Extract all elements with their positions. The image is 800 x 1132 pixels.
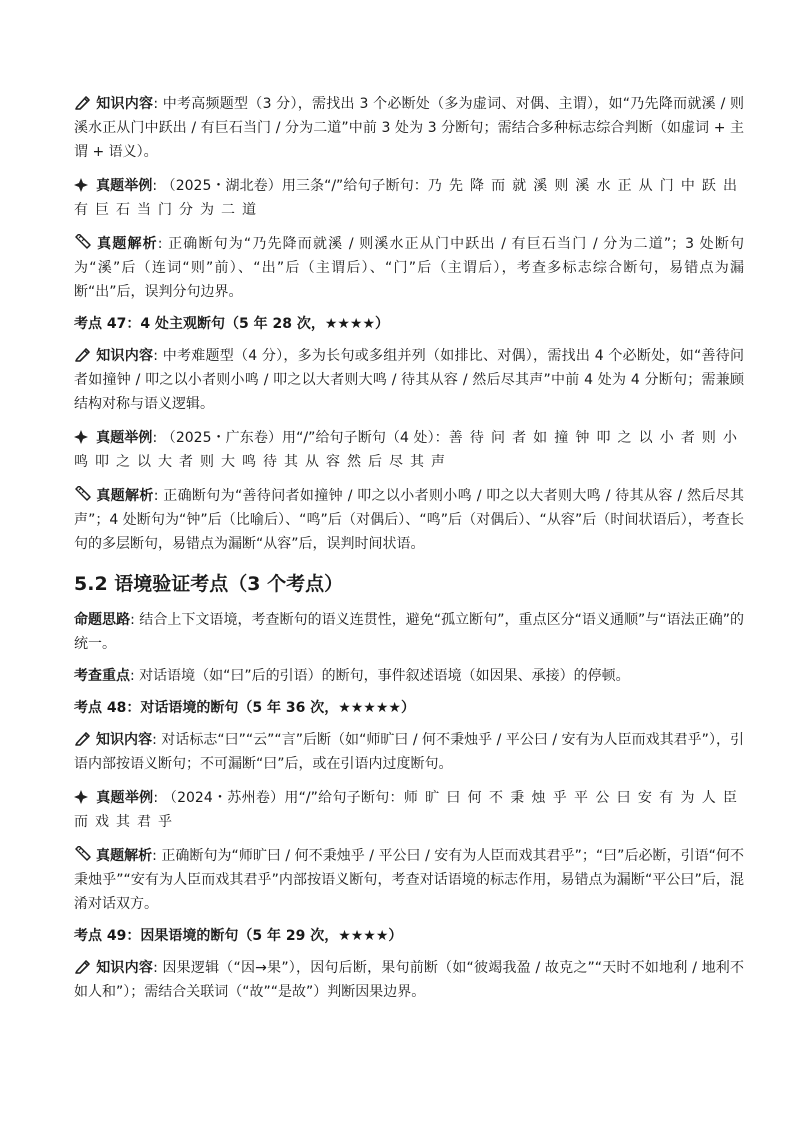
exam-example-sentence: 善待问者如撞钟叩之以小者则小鸣叩之以大者则大鸣待其从容然后尽其声: [74, 430, 745, 470]
knowledge-content-paragraph: [74, 92, 744, 164]
kaodian-48-heading: 考点 48：对话语境的断句（5 年 36 次，★★★★★）: [74, 700, 415, 716]
knowledge-content-label: 知识内容: [96, 732, 153, 748]
exam-analysis-label: 真题解析: [96, 848, 153, 864]
exam-analysis-text: : 正确断句为“乃先降而就溪 / 则溪水正从门中跃出 / 有巨石当门 / 分为二道”；3 处断句为“溪”后（连词“则”前）、“出”后（主谓后）、“门”后（主谓后），考查多标志综合断句，易错点为漏断“出”后，误判分句边界。: [74, 236, 744, 300]
exam-focus-label: 考查重点: [74, 668, 130, 684]
knowledge-content-label: 知识内容: [96, 96, 154, 112]
ruler-pencil-icon: [74, 234, 92, 250]
pencil-icon: [74, 958, 92, 974]
exam-example-label: 真题举例: [96, 178, 153, 194]
exam-analysis-label: 真题解析: [96, 488, 154, 504]
exam-example-intro: : （2025・湖北卷）用三条“/”给句子断句：: [152, 178, 428, 194]
exam-analysis-label: 真题解析: [96, 236, 158, 252]
knowledge-content-paragraph: [74, 956, 744, 1004]
knowledge-content-text: : 因果逻辑（“因→果”），因句后断，果句前断（如“彼竭我盈 / 故克之”“天时不如地利 / 地利不如人和”）；需结合关联词（“故”“是故”）判断因果边界。: [74, 960, 744, 1000]
exam-analysis-text: : 正确断句为“善待问者如撞钟 / 叩之以小者则小鸣 / 叩之以大者则大鸣 / 待其从容 / 然后尽其声”；4 处断句为“钟”后（比喻后）、“鸣”后（对偶后）、“鸣”后（对偶后）、“从容”后（时间状语后），考查长句的多层断句，易错点为漏断“从容”后，误判时间状语。: [74, 488, 745, 552]
diamond-bullet-icon: [74, 790, 92, 804]
knowledge-content-paragraph: [74, 344, 744, 416]
exam-analysis-paragraph: [74, 844, 744, 916]
exam-example-sentence: 师旷曰何不秉烛乎平公曰安有为人臣而戏其君乎: [74, 790, 744, 830]
knowledge-content-label: 知识内容: [96, 960, 154, 976]
proposition-idea-text: : 结合上下文语境，考查断句的语义连贯性，避免“孤立断句”，重点区分“语义通顺”与“语法正确”的统一。: [74, 612, 744, 652]
exam-example-sentence: 乃先降而就溪则溪水正从门中跃出有巨石当门分为二道: [74, 178, 744, 218]
kaodian-47-heading: 考点 47：4 处主观断句（5 年 28 次，★★★★）: [74, 316, 390, 332]
pencil-icon: [74, 94, 92, 110]
exam-analysis-paragraph: [74, 232, 744, 304]
knowledge-content-paragraph: [74, 728, 744, 776]
exam-example-paragraph: [74, 786, 744, 834]
knowledge-content-text: : 中考难题型（4 分），多为长句或多组并列（如排比、对偶），需找出 4 个必断处，如“善待问者如撞钟 / 叩之以小者则小鸣 / 叩之以大者则大鸣 / 待其从容 / 然后尽其声”中前 4 处为 4 分断句；需兼顾结构对称与语义逻辑。: [74, 348, 744, 412]
exam-example-paragraph: [74, 174, 744, 222]
proposition-idea-label: 命题思路: [74, 612, 131, 628]
exam-example-intro: : （2024・苏州卷）用“/”给句子断句：: [153, 790, 404, 806]
exam-focus-text: : 对话语境（如“曰”后的引语）的断句，事件叙述语境（如因果、承接）的停顿。: [130, 668, 630, 684]
ruler-pencil-icon: [74, 486, 92, 502]
pencil-icon: [74, 346, 92, 362]
exam-analysis-paragraph: [74, 484, 744, 556]
exam-example-label: 真题举例: [96, 790, 154, 806]
exam-example-intro: : （2025・广东卷）用“/”给句子断句（4 处）：: [152, 430, 449, 446]
knowledge-content-label: 知识内容: [96, 348, 154, 364]
exam-example-paragraph: [74, 426, 744, 474]
knowledge-content-text: : 中考高频题型（3 分），需找出 3 个必断处（多为虚词、对偶、主谓），如“乃先降而就溪 / 则溪水正从门中跃出 / 有巨石当门 / 分为二道”中前 3 处为 3 分断句；需结合多种标志综合判断（如虚词 + 主谓 + 语义）。: [74, 96, 745, 160]
section-heading: 5.2 语境验证考点（3 个考点）: [74, 573, 344, 595]
exam-example-label: 真题举例: [96, 430, 153, 446]
diamond-bullet-icon: [74, 430, 92, 444]
knowledge-content-text: : 对话标志“曰”“云”“言”后断（如“师旷曰 / 何不秉烛乎 / 平公曰 / 安有为人臣而戏其君乎”），引语内部按语义断句；不可漏断“曰”后，或在引语内过度断句。: [74, 732, 744, 772]
document-page: [74, 92, 744, 1014]
ruler-pencil-icon: [74, 846, 92, 862]
proposition-idea-paragraph: [74, 608, 744, 656]
diamond-bullet-icon: [74, 178, 92, 192]
pencil-icon: [74, 730, 92, 746]
exam-focus-paragraph: [74, 664, 744, 688]
exam-analysis-text: : 正确断句为“师旷曰 / 何不秉烛乎 / 平公曰 / 安有为人臣而戏其君乎”；“曰”后必断，引语“何不秉烛乎”“安有为人臣而戏其君乎”内部按语义断句，考查对话语境的标志作用，易错点为漏断“平公曰”后，混淆对话双方。: [74, 848, 744, 912]
kaodian-49-heading: 考点 49：因果语境的断句（5 年 29 次，★★★★）: [74, 928, 403, 944]
